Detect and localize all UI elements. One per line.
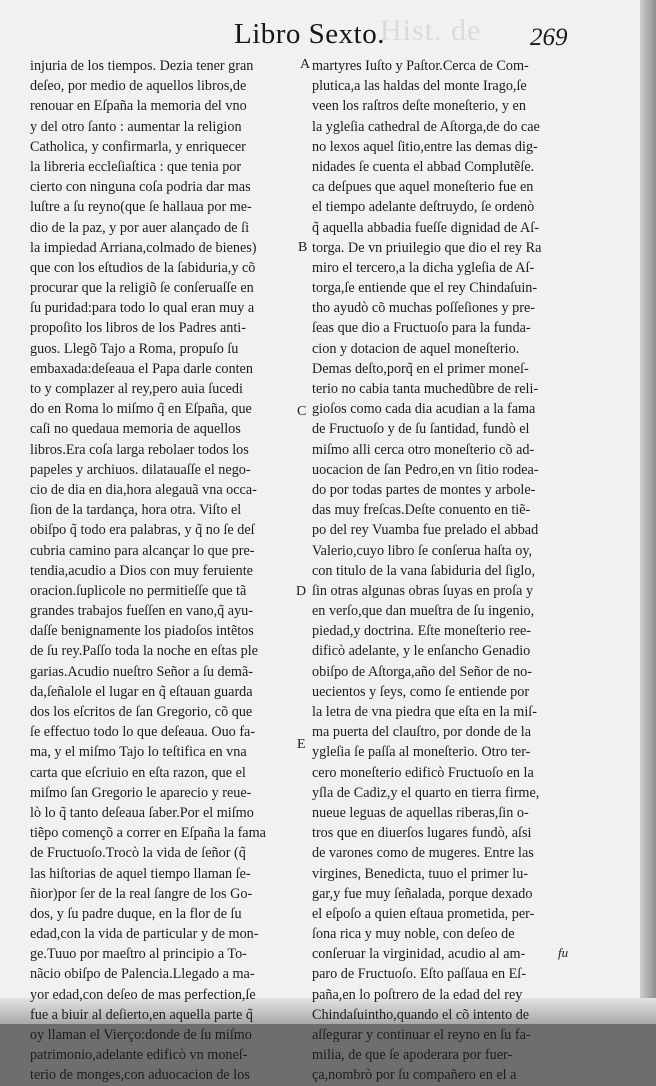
text-line: ygleſia ſe paſſa al moneſterio. Otro ter- — [312, 744, 531, 761]
text-line: ge.Tuuo por maeſtro al principio a To- — [30, 946, 247, 963]
text-line: do en Roma lo miſmo q̃ en Eſpaña, que — [30, 401, 252, 418]
text-line: Valerio,cuyo libro ſe conſerua haſta oy, — [312, 542, 533, 559]
text-line: ſin otras algunas obras ſuyas en proſa y — [312, 582, 534, 599]
page-number: 269 — [530, 24, 568, 51]
text-line: terio no cabia tanta muchedũbre de reli- — [312, 381, 539, 397]
text-line: dio de la paz, y por auer alançado de ſi — [30, 219, 250, 236]
text-line: Catholica, y confirmarla, y enriquecer — [30, 138, 246, 155]
text-line: guos. Llegõ Tajo a Roma, propuſo ſu — [30, 340, 239, 357]
catchword: fu — [558, 945, 569, 960]
text-line: tiẽpo començõ a correr en Eſpaña la fama — [30, 825, 266, 842]
text-line: oy llaman el Vierço:donde de ſu miſmo — [30, 1027, 252, 1043]
text-line: paña,en lo poſtrero de la edad del rey — [312, 986, 523, 1003]
text-line: das muy freſcas.Deſte conuento en tiẽ- — [312, 502, 531, 519]
text-line: veen los raſtros deſte moneſterio, y en — [312, 98, 526, 115]
text-line: caſi no quedaua memoria de aquellos — [30, 421, 241, 438]
text-line: do por todas partes de montes y arbole- — [312, 481, 536, 498]
text-line: deſeo, por medio de aquellos libros,de — [30, 78, 247, 95]
text-line: carta que eſcriuio en eſta razon, que el — [30, 764, 246, 781]
text-line: edad,con la vida de particular y de mon- — [30, 926, 259, 943]
margin-letter-b: B — [298, 240, 308, 255]
text-line: propoſito los libros de los Padres anti- — [30, 320, 246, 337]
text-line: to y complazer al rey,pero auia ſucedi — [30, 381, 243, 397]
text-line: papeles y archiuos. dilatauaſſe el nego- — [30, 461, 251, 478]
text-line: nueue leguas de aquellas riberas,ſin o- — [312, 804, 529, 821]
text-line: terio de monges,con aduocacion de los — [30, 1067, 250, 1084]
text-line: de ſu rey.Paſſo toda la noche en eſtas ple — [30, 643, 258, 660]
text-line: ma, y el miſmo Tajo lo teſtifica en vna — [30, 744, 247, 761]
text-line: ſu puridad:para todo lo qual eran muy a — [30, 300, 255, 317]
text-line: las hiſtorias de aquel tiempo llaman ſe- — [30, 865, 251, 882]
text-line: cero moneſterio edificò Fructuoſo en la — [312, 764, 534, 781]
text-line: yor edad,con deſeo de mas perfection,ſe — [30, 986, 256, 1003]
text-line: miſmo ſan Gregorio le aparecio y reue- — [30, 784, 252, 801]
text-line: da,ſeñalole el lugar en q̃ eſtauan guarda — [30, 683, 253, 700]
text-line: tho ayudò cõ muchas poſſeſiones y pre- — [312, 300, 536, 317]
text-line: obiſpo de Aſtorga,año del Señor de no- — [312, 663, 532, 680]
text-line: y del otro ſanto : aumentar la religion — [30, 118, 242, 135]
text-line: ſion de la tardança, hora otra. Viſto el — [30, 502, 242, 519]
text-line: en verſo,que dan mueſtra de ſu ingenio, — [312, 603, 535, 620]
text-line: martyres Iuſto y Paſtor.Cerca de Com- — [312, 58, 529, 74]
page-edge-shadow — [640, 0, 656, 1024]
text-line: torga. De vn priuilegio que dio el rey Ra — [312, 239, 542, 256]
left-text-column — [30, 56, 300, 1086]
text-line: la letra de vna piedra que eſta en la miſ- — [312, 704, 537, 720]
margin-letter-e: E — [297, 737, 306, 752]
text-line: tendia,acudio a Dios con muy feruiente — [30, 562, 253, 579]
text-line: ſeas que dio a Fructuoſo para la funda- — [312, 320, 531, 337]
text-line: ſe effectuo todo lo que deſeaua. Ouo fa- — [30, 724, 256, 741]
margin-letter-c: C — [297, 404, 307, 419]
text-line: ca deſpues que aquel moneſterio fue en — [312, 179, 534, 196]
text-line: libros.Era coſa larga rebolaer todos los — [30, 441, 249, 458]
text-line: q̃ aquella abbadia fueſſe dignidad de Aſ- — [312, 219, 539, 236]
text-line: grandes trabajos fueſſen en vano,q̃ ayu- — [30, 603, 253, 620]
text-line: aſſegurar y continuar el reyno en ſu fa- — [312, 1027, 531, 1043]
text-line: luſtre a ſu reyno(que ſe hallaua por me- — [30, 199, 252, 216]
text-line: miro el tercero,a la dicha ygleſia de Aſ- — [312, 259, 535, 276]
text-line: que con los eſtudios de la ſabiduria,y cõ — [30, 259, 256, 276]
right-text-column — [312, 56, 578, 1086]
text-line: cierto con ninguna coſa podria dar mas — [30, 179, 251, 196]
text-line: tros que en diuerſos lugares fundò, aſsi — [312, 825, 532, 842]
text-line: la libreria eccleſiaſtica : que tenia por — [30, 158, 242, 175]
margin-letter-a: A — [300, 57, 311, 72]
text-line: nidades ſe cuenta el abbad Complutẽſe. — [312, 158, 535, 175]
text-line: de Fructuoſo.Trocò la vida de ſeñor (q̃ — [30, 845, 246, 862]
text-line: cubria camino para alcançar lo que pre- — [30, 542, 255, 559]
text-line: procurar que la religiõ ſe conſeruaſſe en — [30, 280, 254, 297]
running-head: Libro Sexto. — [234, 18, 385, 50]
text-line: renouar en Eſpaña la memoria del vno — [30, 98, 247, 115]
text-line: dos los eſcritos de ſan Gregorio, cõ que — [30, 704, 253, 720]
text-line: ma puerta del clauſtro, por donde de la — [312, 724, 532, 741]
text-line: plutica,a las haldas del monte Irago,ſe — [312, 78, 527, 95]
text-line: yſla de Cadiz,y el quarto en tierra firme, — [312, 784, 540, 801]
text-line: con titulo de la vana ſabiduria del ſiglo, — [312, 562, 535, 579]
text-line: uecientos y ſeys, como ſe entiende por — [312, 683, 530, 700]
text-line: daſſe benignamente los piadoſos intẽtos — [30, 623, 254, 640]
text-line: piedad,y doctrina. Eſte moneſterio ree- — [312, 623, 532, 640]
text-line: po del rey Vuamba fue prelado el abbad — [312, 522, 539, 539]
text-line: el tiempo adelante deſtruydo, ſe ordenò — [312, 199, 535, 216]
text-line: ça,nombrò por ſu compañero en el a — [312, 1067, 517, 1084]
text-line: la ygleſia cathedral de Aſtorga,de do cae — [312, 118, 540, 135]
text-line: ſona rica y muy noble, con deſeo de — [312, 926, 515, 943]
text-line: gar,y fue muy ſeñalada, porque dexado — [312, 885, 533, 902]
text-line: Demas deſto,porq̃ en el primer moneſ- — [312, 360, 529, 377]
text-line: oracion.ſuplicole no permitieſſe que tã — [30, 582, 247, 599]
text-line: dos, y ſu padre duque, en la flor de ſu — [30, 905, 242, 922]
margin-letter-d: D — [296, 584, 307, 599]
text-line: patrimonio,adelante edificò vn moneſ- — [30, 1047, 248, 1064]
text-line: ñior)por ſer de la real ſangre de los Go- — [30, 885, 253, 902]
text-line: nãcio obiſpo de Palencia.Llegado a ma- — [30, 966, 255, 983]
text-line: cio de dia en dia,hora alegauã vna occa- — [30, 481, 257, 498]
text-line: cion y dotacion de aquel moneſterio. — [312, 340, 520, 357]
text-line: de Fructuoſo y de ſu ſantidad, fundò el — [312, 421, 530, 438]
text-line: obiſpo q̃ todo era palabras, y q̃ no ſe deſ — [30, 522, 255, 539]
text-line: no lexos aquel ſitio,entre las demas dig- — [312, 138, 538, 155]
text-line: torga,ſe entiende que el rey Chindaſuin- — [312, 280, 538, 297]
text-line: Chindaſuintho,quando el cõ intento de — [312, 1006, 530, 1023]
text-line: injuria de los tiempos. Dezia tener gran — [30, 58, 254, 74]
text-line: virgines, Benedicta, tuuo el primer lu- — [312, 865, 529, 882]
text-line: gioſos como cada dia acudian a la fama — [312, 401, 536, 418]
show-through-text: Hist. de — [380, 14, 482, 47]
text-line: de varones como de mugeres. Entre las — [312, 845, 534, 862]
text-line: uocacion de ſan Pedro,en vn ſitio rodea- — [312, 461, 539, 478]
text-line: lò lo q̃ tanto deſeaua ſaber.Por el miſmo — [30, 804, 254, 821]
text-line: paro de Fructuoſo. Eſto paſſaua en Eſ- — [312, 966, 526, 983]
text-line: embaxada:deſeaua el Papa darle conten — [30, 360, 253, 377]
text-line: el eſpoſo a quien eſtaua prometida, per- — [312, 905, 535, 922]
text-line: conſeruar la virginidad, acudio al am- — [312, 946, 526, 963]
text-line: garias.Acudio nueſtro Señor a ſu demã- — [30, 663, 253, 680]
text-line: dificò adelante, y le enſancho Genadio — [312, 643, 531, 660]
text-line: fue a biuir al deſierto,en aquella parte q̃ — [30, 1006, 253, 1023]
text-line: miſmo alli cerca otro moneſterio cõ ad- — [312, 441, 535, 458]
text-line: milia, de que ſe apoderara por fuer- — [312, 1047, 513, 1064]
text-line: la impiedad Arriana,colmado de bienes) — [30, 239, 257, 256]
